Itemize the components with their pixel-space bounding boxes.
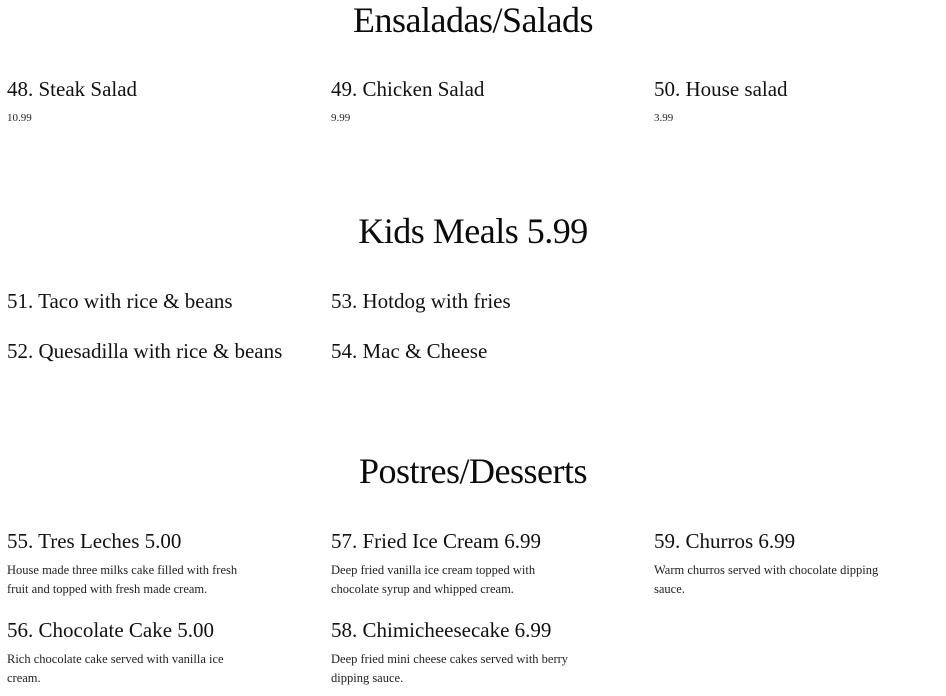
menu-item-house-salad [654,77,946,125]
menu-item-description: Deep fried vanilla ice cream topped with chocolate syrup and whipped cream. [331,563,536,596]
menu-item-steak-salad [7,77,307,125]
desserts-section-title: Postres/Desserts [359,451,587,491]
menu-item-quesadilla [7,339,307,363]
menu-item-description: Warm churros served with chocolate dipping sauce. [654,563,879,596]
menu-item-hotdog [331,289,631,313]
kids-section-title: Kids Meals 5.99 [358,211,588,251]
menu-item-price: 10.99 [7,112,32,124]
menu-item-description: Rich chocolate cake served with vanilla ice cream. [7,652,224,685]
menu-item-taco [7,289,307,313]
menu-item-name: 56. Chocolate Cake 5.00 [7,618,215,642]
menu-item-name: 49. Chicken Salad [331,77,485,101]
menu-item-chocolate-cake [7,618,307,688]
menu-item-mac-cheese [331,339,631,363]
menu-item-name: 50. House salad [654,77,788,101]
menu-item-description: Deep fried mini cheese cakes served with berry dipping sauce. [331,652,569,685]
menu-item-chimicheesecake [331,618,631,688]
menu-item-name: 53. Hotdog with fries [331,289,511,313]
menu-item-chicken-salad [331,77,631,125]
menu-item-churros [654,529,946,599]
menu-item-name: 55. Tres Leches 5.00 [7,529,182,553]
menu-item-name: 58. Chimicheesecake 6.99 [331,618,552,642]
menu-item-name: 52. Quesadilla with rice & beans [7,339,283,363]
menu-item-description: House made three milks cake filled with fresh fruit and topped with fresh made cream. [7,563,238,596]
menu-item-name: 59. Churros 6.99 [654,529,796,553]
menu-item-name: 57. Fried Ice Cream 6.99 [331,529,541,553]
menu-item-fried-ice-cream [331,529,631,599]
menu-item-name: 54. Mac & Cheese [331,339,488,363]
menu-item-tres-leches [7,529,307,599]
salads-section-title: Ensaladas/Salads [353,0,593,40]
menu-item-price: 3.99 [654,112,674,124]
menu-item-price: 9.99 [331,112,351,124]
menu-item-name: 51. Taco with rice & beans [7,289,233,313]
menu-item-name: 48. Steak Salad [7,77,138,101]
